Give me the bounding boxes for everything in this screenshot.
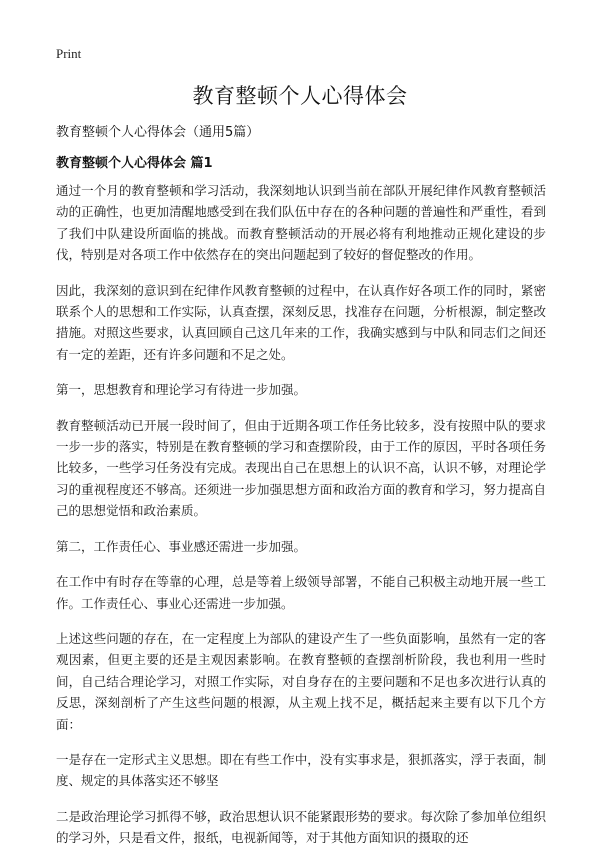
print-link[interactable]: Print (56, 46, 82, 61)
paragraph: 因此，我深刻的意识到在纪律作风教育整顿的过程中，在认真作好各项工作的同时，紧密联系个人的思想和工作实际，认真查摆，深刻反思，找准存在问题，分析根源，制定整改措施。对照这些要求，认真回顾自己这几年来的工作，我确实感到与中队和同志们之间还有一定的差距，还有许多问题和不足之处。 (56, 282, 546, 362)
paragraph: 第二，工作责任心、事业感还需进一步加强。 (56, 538, 307, 554)
paragraph: 在工作中有时存在等靠的心理，总是等着上级领导部署，不能自己积极主动地开展一些工作。工作责任心、事业心还需进一步加强。 (56, 574, 546, 611)
paragraph: 上述这些问题的存在，在一定程度上为部队的建设产生了一些负面影响，虽然有一定的客观因素，但更主要的还是主观因素影响。在教育整顿的查摆剖析阶段，我也利用一些时间，自己结合理论学习，对照工作实际，对自身存在的主要问题和不足也多次进行认真的反思，深刻剖析了产生这些问题的根源，从主观上找不足，概括起来主要有以下几个方面： (56, 630, 546, 732)
paragraph: 通过一个月的教育整顿和学习活动，我深刻地认识到当前在部队开展纪律作风教育整顿活动的正确性，也更加清醒地感受到在我们队伍中存在的各种问题的普遍性和严重性，看到了我们中队建设所面临的挑战。而教育整顿活动的开展必将有利地推动正规化建设的步伐，特别是对各项工作中依然存在的突出问题起到了较好的督促整改的作用。 (56, 183, 546, 263)
paragraph: 教育整顿活动已开展一段时间了，但由于近期各项工作任务比较多，没有按照中队的要求一步一步的落实，特别是在教育整顿的学习和查摆阶段，由于工作的原因，平时各项任务比较多，一些学习任务没有完成。表现出自己在思想上的认识不高，认识不够，对理论学习的重视程度还不够高。还须进一步加强思想方面和政治方面的教育和学习，努力提高自己的思想觉悟和政治素质。 (56, 417, 546, 519)
paragraph: 二是政治理论学习抓得不够，政治思想认识不能紧跟形势的要求。每次除了参加单位组织的学习外，只是看文件，报纸，电视新闻等，对于其他方面知识的摄取的还 (56, 808, 546, 846)
document-title: 教育整顿个人心得体会 (192, 84, 408, 108)
document-body (56, 180, 546, 863)
paragraph: 第一，思想教育和理论学习有待进一步加强。 (56, 382, 307, 398)
section-heading: 教育整顿个人心得体会 篇1 (56, 156, 213, 171)
document-subtitle: 教育整顿个人心得体会（通用5篇） (56, 125, 260, 140)
paragraph: 一是存在一定形式主义思想。即在有些工作中，没有实事求是，狠抓落实，浮于表面，制度、规定的具体落实还不够坚 (56, 751, 546, 789)
